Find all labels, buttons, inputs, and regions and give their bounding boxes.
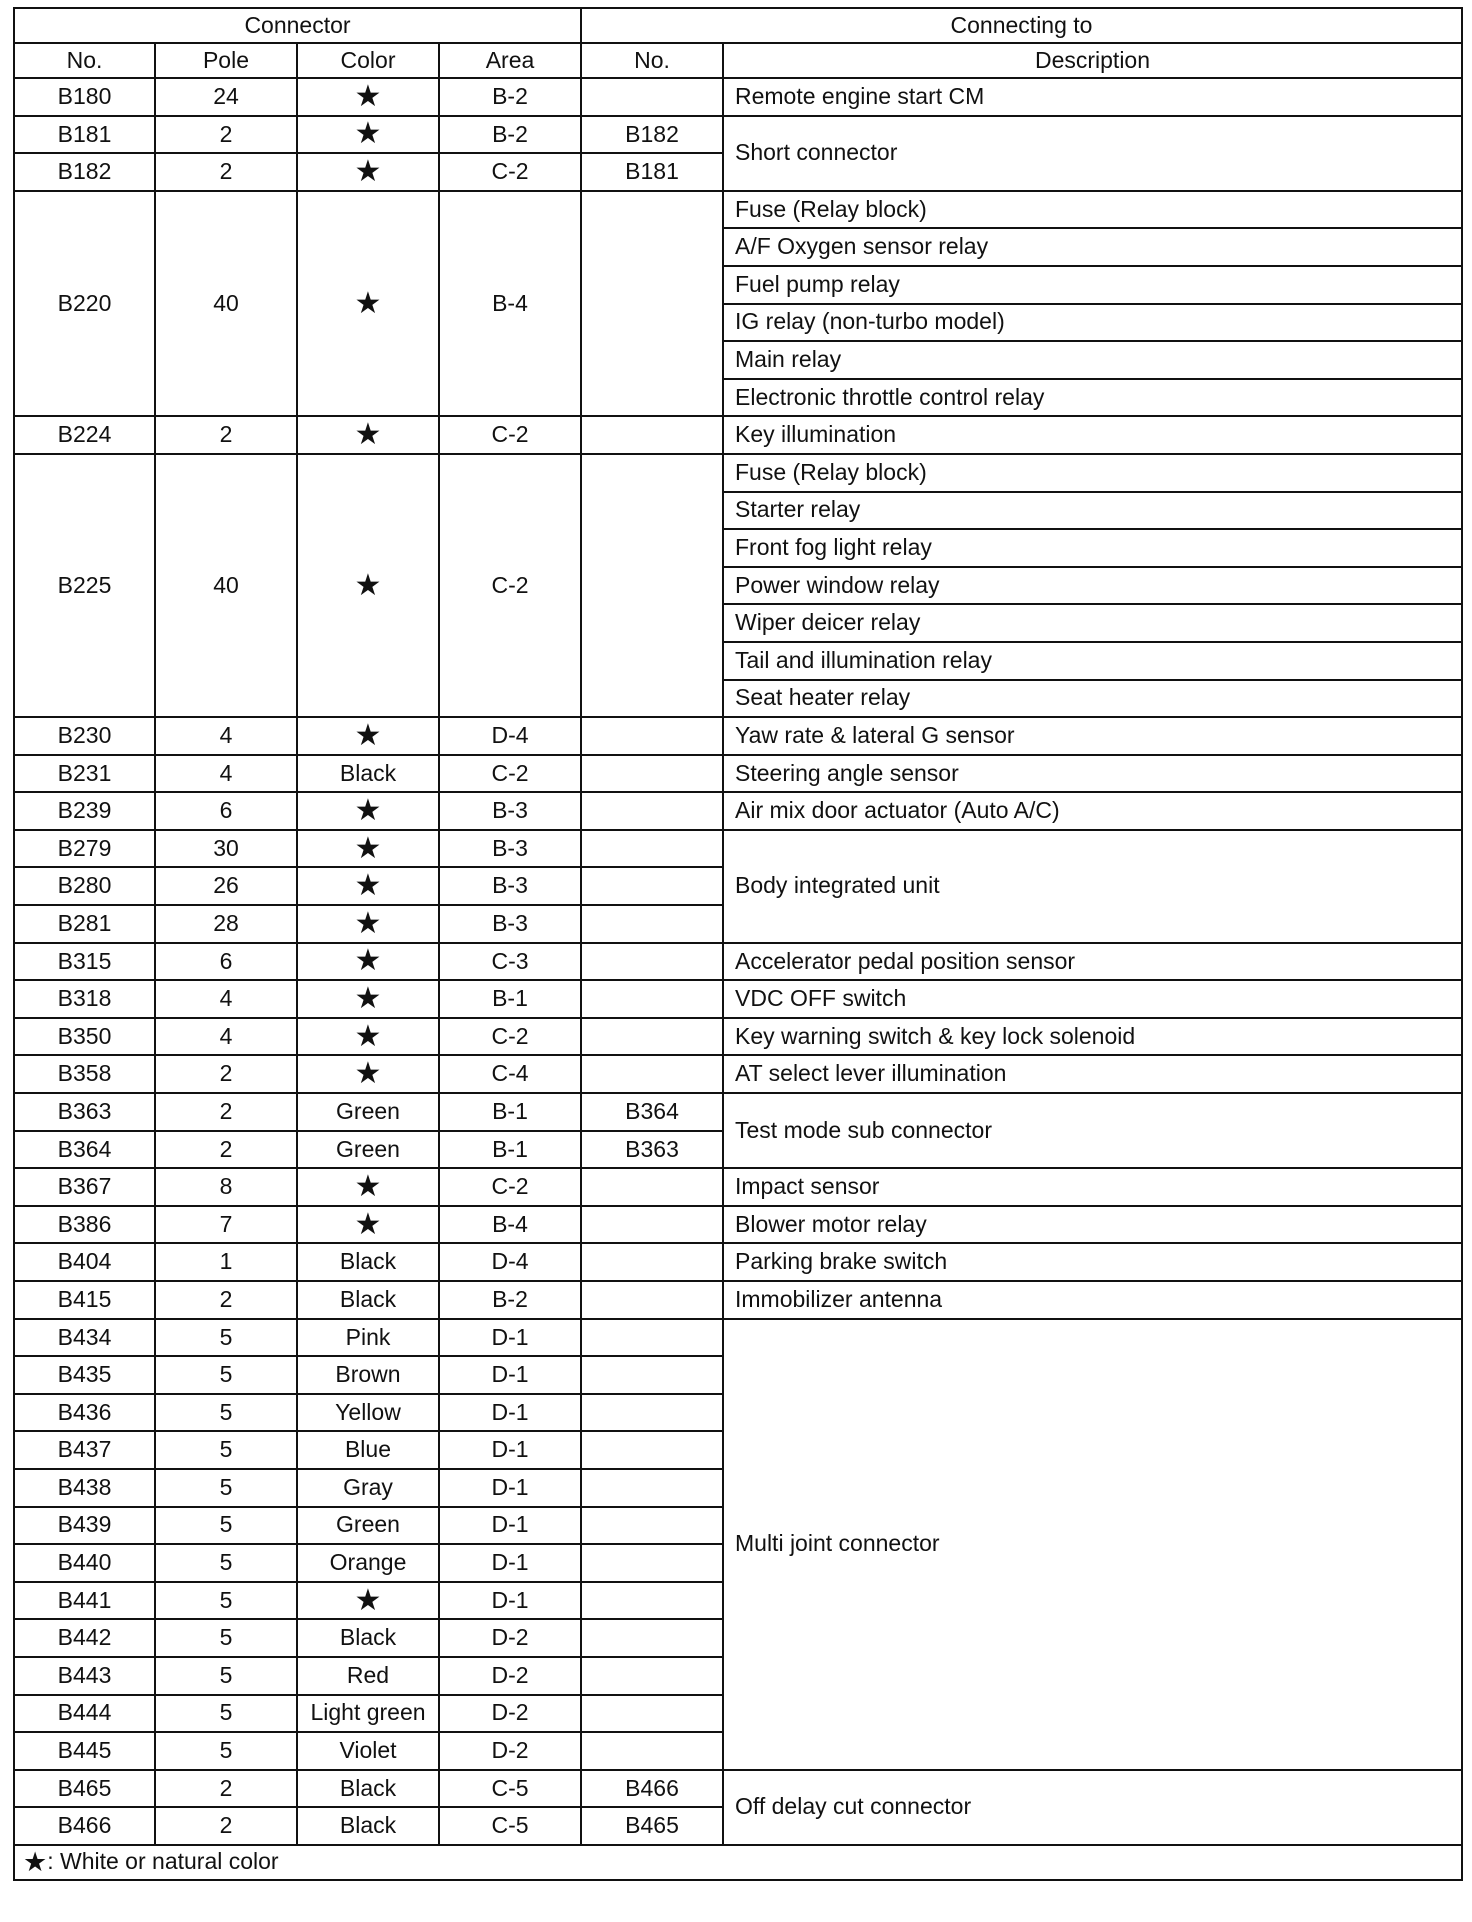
connecting-no	[581, 792, 723, 830]
pole-count: 30	[155, 830, 297, 868]
color-cell	[297, 1055, 439, 1093]
description-cell: AT select lever illumination	[723, 1055, 1462, 1093]
table-row	[14, 1281, 1462, 1319]
area-cell: C-2	[439, 454, 581, 717]
color-cell	[297, 943, 439, 981]
connector-no: B181	[14, 116, 155, 154]
description-cell: Starter relay	[723, 492, 1462, 530]
star-icon: ★	[354, 944, 382, 978]
area-cell: D-4	[439, 717, 581, 755]
connector-no: B280	[14, 867, 155, 905]
area-cell: C-5	[439, 1807, 581, 1845]
col-header-pole: Pole	[155, 43, 297, 78]
connector-no: B318	[14, 980, 155, 1018]
color-cell: Black	[297, 1243, 439, 1281]
star-icon: ★	[23, 1846, 48, 1877]
table-row	[14, 1055, 1462, 1093]
area-cell: D-1	[439, 1356, 581, 1394]
pole-count: 5	[155, 1356, 297, 1394]
connecting-no	[581, 1018, 723, 1056]
connecting-no	[581, 454, 723, 717]
connecting-no	[581, 1319, 723, 1357]
connecting-no	[581, 1394, 723, 1432]
color-cell	[297, 1582, 439, 1620]
pole-count: 5	[155, 1695, 297, 1733]
area-cell: D-1	[439, 1507, 581, 1545]
pole-count: 5	[155, 1394, 297, 1432]
connector-no: B315	[14, 943, 155, 981]
star-icon: ★	[354, 1057, 382, 1091]
pole-count: 5	[155, 1657, 297, 1695]
color-cell	[297, 191, 439, 417]
star-icon: ★	[354, 568, 382, 602]
table-row	[14, 191, 1462, 229]
table-row	[14, 416, 1462, 454]
table-row	[14, 1206, 1462, 1244]
connector-no: B440	[14, 1544, 155, 1582]
color-cell	[297, 792, 439, 830]
connector-no: B386	[14, 1206, 155, 1244]
pole-count: 2	[155, 1770, 297, 1808]
description-cell: Off delay cut connector	[723, 1770, 1462, 1845]
pole-count: 5	[155, 1319, 297, 1357]
area-cell: D-2	[439, 1619, 581, 1657]
connecting-no	[581, 1356, 723, 1394]
star-icon: ★	[354, 718, 382, 752]
color-cell: Gray	[297, 1469, 439, 1507]
connecting-no	[581, 1243, 723, 1281]
color-cell	[297, 980, 439, 1018]
pole-count: 5	[155, 1469, 297, 1507]
connector-no: B404	[14, 1243, 155, 1281]
area-cell: C-4	[439, 1055, 581, 1093]
description-cell: Front fog light relay	[723, 529, 1462, 567]
connector-no: B224	[14, 416, 155, 454]
color-cell	[297, 1018, 439, 1056]
connecting-no	[581, 1732, 723, 1770]
connector-no: B225	[14, 454, 155, 717]
color-cell	[297, 416, 439, 454]
connector-no: B465	[14, 1770, 155, 1808]
star-icon: ★	[354, 1583, 382, 1617]
table-row	[14, 717, 1462, 755]
star-icon: ★	[354, 831, 382, 865]
description-cell: A/F Oxygen sensor relay	[723, 228, 1462, 266]
area-cell: C-2	[439, 1168, 581, 1206]
table-row	[14, 1243, 1462, 1281]
area-cell: D-1	[439, 1319, 581, 1357]
col-header-no: No.	[14, 43, 155, 78]
description-cell: VDC OFF switch	[723, 980, 1462, 1018]
color-cell	[297, 867, 439, 905]
connecting-no	[581, 1695, 723, 1733]
pole-count: 4	[155, 980, 297, 1018]
connector-no: B220	[14, 191, 155, 417]
pole-count: 1	[155, 1243, 297, 1281]
pole-count: 4	[155, 717, 297, 755]
connecting-no: B466	[581, 1770, 723, 1808]
star-icon: ★	[354, 794, 382, 828]
connecting-no	[581, 717, 723, 755]
star-icon: ★	[354, 154, 382, 188]
connecting-no	[581, 1469, 723, 1507]
color-cell: Black	[297, 1281, 439, 1319]
star-icon: ★	[354, 1019, 382, 1053]
pole-count: 2	[155, 1093, 297, 1131]
table-row	[14, 1093, 1462, 1131]
pole-count: 40	[155, 191, 297, 417]
area-cell: B-2	[439, 78, 581, 116]
legend	[14, 1845, 1462, 1880]
table-row	[14, 1319, 1462, 1357]
connector-no: B182	[14, 153, 155, 191]
pole-count: 2	[155, 1055, 297, 1093]
pole-count: 8	[155, 1168, 297, 1206]
description-cell: Tail and illumination relay	[723, 642, 1462, 680]
area-cell: D-1	[439, 1394, 581, 1432]
pole-count: 2	[155, 153, 297, 191]
table-row	[14, 755, 1462, 793]
color-cell	[297, 116, 439, 154]
col-header-color: Color	[297, 43, 439, 78]
header-group-row	[14, 8, 1462, 43]
col-header-area: Area	[439, 43, 581, 78]
description-cell: Wiper deicer relay	[723, 604, 1462, 642]
star-icon: ★	[354, 286, 382, 320]
connecting-no	[581, 1544, 723, 1582]
connector-no: B434	[14, 1319, 155, 1357]
connecting-no	[581, 867, 723, 905]
pole-count: 2	[155, 1807, 297, 1845]
connecting-no	[581, 1619, 723, 1657]
connecting-no	[581, 905, 723, 943]
connecting-no	[581, 416, 723, 454]
connector-no: B443	[14, 1657, 155, 1695]
pole-count: 4	[155, 1018, 297, 1056]
area-cell: B-1	[439, 1093, 581, 1131]
table-body	[14, 78, 1462, 1845]
connecting-no	[581, 1657, 723, 1695]
table-header	[14, 8, 1462, 78]
connecting-no: B182	[581, 116, 723, 154]
connector-table	[13, 7, 1463, 1881]
area-cell: B-3	[439, 905, 581, 943]
connector-no: B358	[14, 1055, 155, 1093]
table-row	[14, 1168, 1462, 1206]
description-cell: Electronic throttle control relay	[723, 379, 1462, 417]
connector-no: B364	[14, 1131, 155, 1169]
connector-no: B435	[14, 1356, 155, 1394]
pole-count: 5	[155, 1619, 297, 1657]
table-row	[14, 830, 1462, 868]
description-cell: Steering angle sensor	[723, 755, 1462, 793]
color-cell	[297, 153, 439, 191]
description-cell: Multi joint connector	[723, 1319, 1462, 1770]
connector-no: B437	[14, 1431, 155, 1469]
star-icon: ★	[354, 1170, 382, 1204]
pole-count: 2	[155, 1281, 297, 1319]
color-cell	[297, 454, 439, 717]
color-cell: Black	[297, 1807, 439, 1845]
color-cell: Brown	[297, 1356, 439, 1394]
color-cell: Green	[297, 1507, 439, 1545]
connector-no: B444	[14, 1695, 155, 1733]
connecting-no	[581, 755, 723, 793]
area-cell: B-3	[439, 792, 581, 830]
color-cell	[297, 717, 439, 755]
description-cell: Impact sensor	[723, 1168, 1462, 1206]
color-cell: Black	[297, 1619, 439, 1657]
pole-count: 40	[155, 454, 297, 717]
description-cell: Power window relay	[723, 567, 1462, 605]
table-row	[14, 78, 1462, 116]
color-cell: Black	[297, 755, 439, 793]
description-cell: Fuel pump relay	[723, 266, 1462, 304]
description-cell: Air mix door actuator (Auto A/C)	[723, 792, 1462, 830]
color-cell	[297, 1206, 439, 1244]
connector-no: B445	[14, 1732, 155, 1770]
connector-no: B438	[14, 1469, 155, 1507]
connecting-no	[581, 1431, 723, 1469]
connecting-no	[581, 191, 723, 417]
area-cell: C-2	[439, 1018, 581, 1056]
description-cell: IG relay (non-turbo model)	[723, 304, 1462, 342]
connector-no: B279	[14, 830, 155, 868]
table-row	[14, 792, 1462, 830]
pole-count: 5	[155, 1544, 297, 1582]
description-cell: Blower motor relay	[723, 1206, 1462, 1244]
pole-count: 6	[155, 943, 297, 981]
connector-no: B415	[14, 1281, 155, 1319]
connecting-no	[581, 1281, 723, 1319]
pole-count: 2	[155, 416, 297, 454]
description-cell: Fuse (Relay block)	[723, 191, 1462, 229]
area-cell: D-1	[439, 1431, 581, 1469]
description-cell: Key illumination	[723, 416, 1462, 454]
area-cell: D-4	[439, 1243, 581, 1281]
description-cell: Yaw rate & lateral G sensor	[723, 717, 1462, 755]
connector-no: B442	[14, 1619, 155, 1657]
star-icon: ★	[354, 869, 382, 903]
description-cell: Short connector	[723, 116, 1462, 191]
area-cell: D-1	[439, 1544, 581, 1582]
area-cell: D-1	[439, 1469, 581, 1507]
star-icon: ★	[354, 117, 382, 151]
star-icon: ★	[354, 79, 382, 113]
connecting-no: B364	[581, 1093, 723, 1131]
color-cell: Pink	[297, 1319, 439, 1357]
pole-count: 5	[155, 1582, 297, 1620]
color-cell: Black	[297, 1770, 439, 1808]
color-cell: Green	[297, 1093, 439, 1131]
star-icon: ★	[354, 982, 382, 1016]
pole-count: 7	[155, 1206, 297, 1244]
description-cell: Fuse (Relay block)	[723, 454, 1462, 492]
star-icon: ★	[354, 418, 382, 452]
table-row	[14, 1770, 1462, 1808]
color-cell: Yellow	[297, 1394, 439, 1432]
area-cell: D-2	[439, 1732, 581, 1770]
area-cell: C-2	[439, 153, 581, 191]
connecting-no: B465	[581, 1807, 723, 1845]
area-cell: C-2	[439, 416, 581, 454]
connecting-to-group-header: Connecting to	[581, 8, 1462, 43]
description-cell: Immobilizer antenna	[723, 1281, 1462, 1319]
description-cell: Key warning switch & key lock solenoid	[723, 1018, 1462, 1056]
area-cell: B-4	[439, 191, 581, 417]
description-cell: Test mode sub connector	[723, 1093, 1462, 1168]
table-row	[14, 943, 1462, 981]
description-cell: Main relay	[723, 341, 1462, 379]
connector-no: B441	[14, 1582, 155, 1620]
header-column-row	[14, 43, 1462, 78]
color-cell	[297, 1168, 439, 1206]
connecting-no	[581, 1168, 723, 1206]
area-cell: D-2	[439, 1657, 581, 1695]
pole-count: 4	[155, 755, 297, 793]
pole-count: 26	[155, 867, 297, 905]
area-cell: B-2	[439, 116, 581, 154]
description-cell: Seat heater relay	[723, 680, 1462, 718]
area-cell: D-2	[439, 1695, 581, 1733]
connector-no: B367	[14, 1168, 155, 1206]
connecting-no	[581, 1507, 723, 1545]
connector-group-header: Connector	[14, 8, 581, 43]
connecting-no	[581, 1206, 723, 1244]
area-cell: C-5	[439, 1770, 581, 1808]
connecting-no	[581, 1055, 723, 1093]
description-cell: Accelerator pedal position sensor	[723, 943, 1462, 981]
pole-count: 5	[155, 1431, 297, 1469]
color-cell: Light green	[297, 1695, 439, 1733]
color-cell	[297, 905, 439, 943]
legend-text: : White or natural color	[47, 1847, 279, 1874]
area-cell: B-3	[439, 867, 581, 905]
legend-row	[14, 1845, 1462, 1880]
connector-no: B231	[14, 755, 155, 793]
description-cell: Parking brake switch	[723, 1243, 1462, 1281]
pole-count: 2	[155, 116, 297, 154]
connecting-no	[581, 943, 723, 981]
color-cell	[297, 78, 439, 116]
color-cell: Blue	[297, 1431, 439, 1469]
color-cell: Orange	[297, 1544, 439, 1582]
description-cell: Remote engine start CM	[723, 78, 1462, 116]
connecting-no	[581, 1582, 723, 1620]
table-row	[14, 980, 1462, 1018]
pole-count: 28	[155, 905, 297, 943]
table-row	[14, 116, 1462, 154]
connecting-no	[581, 78, 723, 116]
pole-count: 5	[155, 1507, 297, 1545]
color-cell: Green	[297, 1131, 439, 1169]
star-icon: ★	[354, 906, 382, 940]
connector-no: B466	[14, 1807, 155, 1845]
connecting-no: B181	[581, 153, 723, 191]
area-cell: D-1	[439, 1582, 581, 1620]
connector-no: B350	[14, 1018, 155, 1056]
table-footer	[14, 1845, 1462, 1880]
col-header-to-no: No.	[581, 43, 723, 78]
connector-sheet	[13, 7, 1463, 1881]
color-cell	[297, 830, 439, 868]
connector-no: B239	[14, 792, 155, 830]
connector-no: B363	[14, 1093, 155, 1131]
area-cell: C-3	[439, 943, 581, 981]
pole-count: 24	[155, 78, 297, 116]
col-header-description: Description	[723, 43, 1462, 78]
table-row	[14, 1018, 1462, 1056]
connecting-no: B363	[581, 1131, 723, 1169]
color-cell: Violet	[297, 1732, 439, 1770]
pole-count: 6	[155, 792, 297, 830]
connecting-no	[581, 830, 723, 868]
table-row	[14, 454, 1462, 492]
connector-no: B180	[14, 78, 155, 116]
area-cell: B-1	[439, 980, 581, 1018]
star-icon: ★	[354, 1207, 382, 1241]
connecting-no	[581, 980, 723, 1018]
description-cell: Body integrated unit	[723, 830, 1462, 943]
pole-count: 5	[155, 1732, 297, 1770]
area-cell: C-2	[439, 755, 581, 793]
area-cell: B-1	[439, 1131, 581, 1169]
area-cell: B-4	[439, 1206, 581, 1244]
connector-no: B230	[14, 717, 155, 755]
pole-count: 2	[155, 1131, 297, 1169]
connector-no: B436	[14, 1394, 155, 1432]
connector-no: B439	[14, 1507, 155, 1545]
connector-no: B281	[14, 905, 155, 943]
area-cell: B-2	[439, 1281, 581, 1319]
color-cell: Red	[297, 1657, 439, 1695]
area-cell: B-3	[439, 830, 581, 868]
